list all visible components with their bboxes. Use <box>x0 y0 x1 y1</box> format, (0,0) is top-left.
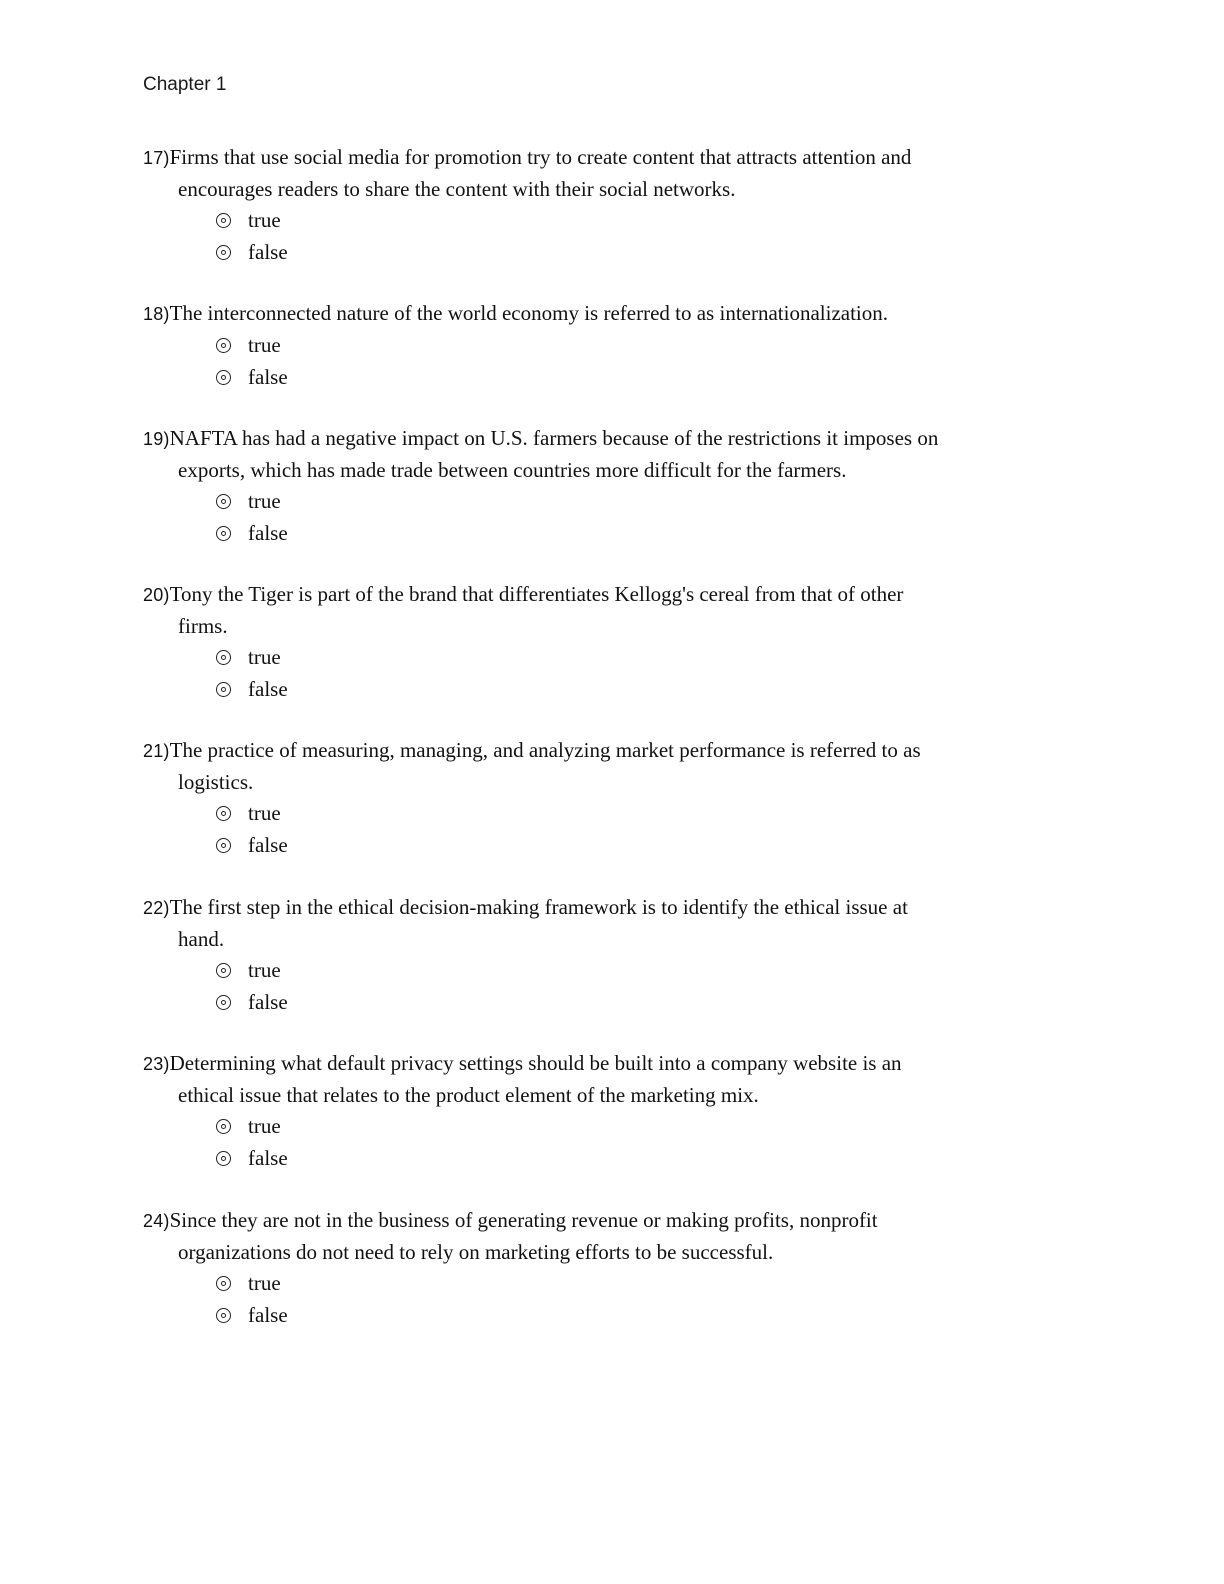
question-text-line <box>143 767 1073 798</box>
question-text: Since they are not in the business of generating revenue or making profits, nonprofit <box>169 1208 878 1232</box>
question-text-line <box>143 455 1073 486</box>
question-text: NAFTA has had a negative impact on U.S. farmers because of the restrictions it imposes on <box>169 426 939 450</box>
question-text: Firms that use social media for promotion try to create content that attracts attention and <box>169 145 912 169</box>
question-text-line <box>143 142 1073 174</box>
radio-button-icon[interactable] <box>216 1151 231 1166</box>
answer-option-label: false <box>248 520 288 545</box>
answer-option-true[interactable] <box>143 955 1073 987</box>
question-17 <box>143 142 1073 268</box>
answer-option-label: false <box>248 239 288 264</box>
answer-option-label: true <box>248 958 281 983</box>
radio-button-icon[interactable] <box>216 1119 231 1134</box>
answer-option-true[interactable] <box>143 1111 1073 1143</box>
question-text-line <box>143 298 1073 330</box>
answer-option-label: false <box>248 676 288 701</box>
question-text: exports, which has made trade between countries more difficult for the farmers. <box>178 458 847 482</box>
answer-option-label: true <box>248 801 281 826</box>
question-number: 19) <box>143 429 170 449</box>
radio-button-icon[interactable] <box>216 370 231 385</box>
answer-option-label: true <box>248 1271 281 1296</box>
question-text: The first step in the ethical decision-making framework is to identify the ethical issue at <box>169 895 908 919</box>
question-text-line <box>143 1048 1073 1080</box>
question-number: 17) <box>143 148 170 168</box>
radio-button-icon[interactable] <box>216 838 231 853</box>
question-text-line <box>143 611 1073 642</box>
question-text-line <box>143 1205 1073 1237</box>
radio-button-icon[interactable] <box>216 1308 231 1323</box>
answer-option-label: false <box>248 1145 288 1170</box>
radio-button-icon[interactable] <box>216 213 231 228</box>
question-text-line <box>143 892 1073 924</box>
question-text: The interconnected nature of the world economy is referred to as internationalization. <box>169 301 889 325</box>
question-text: firms. <box>178 614 228 638</box>
question-text: Tony the Tiger is part of the brand that differentiates Kellogg's cereal from that of other <box>169 582 904 606</box>
question-text-line <box>143 1080 1073 1111</box>
question-number: 24) <box>143 1211 170 1231</box>
question-text: logistics. <box>178 770 254 794</box>
answer-option-label: false <box>248 989 288 1014</box>
radio-button-icon[interactable] <box>216 1276 231 1291</box>
answer-option-label: true <box>248 1114 281 1139</box>
answer-option-false[interactable] <box>143 362 1073 394</box>
question-text: encourages readers to share the content with their social networks. <box>178 177 736 201</box>
answer-option-false[interactable] <box>143 518 1073 550</box>
question-18 <box>143 298 1073 393</box>
answer-option-label: true <box>248 645 281 670</box>
answer-option-false[interactable] <box>143 237 1073 269</box>
answer-option-false[interactable] <box>143 987 1073 1019</box>
answer-option-true[interactable] <box>143 330 1073 362</box>
radio-button-icon[interactable] <box>216 338 231 353</box>
radio-button-icon[interactable] <box>216 995 231 1010</box>
page-header: Chapter 1 <box>143 74 227 95</box>
question-text-line <box>143 579 1073 611</box>
answer-option-true[interactable] <box>143 642 1073 674</box>
question-23 <box>143 1048 1073 1174</box>
answer-option-label: false <box>248 364 288 389</box>
question-text: organizations do not need to rely on marketing efforts to be successful. <box>178 1240 774 1264</box>
question-text-line <box>143 1237 1073 1268</box>
question-number: 23) <box>143 1054 170 1074</box>
question-text: ethical issue that relates to the product element of the marketing mix. <box>178 1083 759 1107</box>
answer-option-label: true <box>248 489 281 514</box>
answer-option-false[interactable] <box>143 1143 1073 1175</box>
radio-button-icon[interactable] <box>216 526 231 541</box>
answer-option-label: false <box>248 832 288 857</box>
radio-button-icon[interactable] <box>216 963 231 978</box>
question-20 <box>143 579 1073 705</box>
radio-button-icon[interactable] <box>216 494 231 509</box>
answer-option-true[interactable] <box>143 798 1073 830</box>
question-text-line <box>143 735 1073 767</box>
question-text: The practice of measuring, managing, and analyzing market performance is referred to as <box>169 738 921 762</box>
answer-option-false[interactable] <box>143 830 1073 862</box>
answer-option-true[interactable] <box>143 486 1073 518</box>
question-text-line <box>143 174 1073 205</box>
question-text: Determining what default privacy settings should be built into a company website is an <box>169 1051 902 1075</box>
question-21 <box>143 735 1073 861</box>
answer-option-false[interactable] <box>143 674 1073 706</box>
answer-option-false[interactable] <box>143 1300 1073 1332</box>
question-text-line <box>143 924 1073 955</box>
radio-button-icon[interactable] <box>216 682 231 697</box>
question-number: 20) <box>143 585 170 605</box>
answer-option-label: true <box>248 208 281 233</box>
question-19 <box>143 423 1073 549</box>
answer-option-true[interactable] <box>143 1268 1073 1300</box>
question-number: 18) <box>143 304 170 324</box>
radio-button-icon[interactable] <box>216 245 231 260</box>
question-text-line <box>143 423 1073 455</box>
radio-button-icon[interactable] <box>216 650 231 665</box>
question-number: 22) <box>143 898 170 918</box>
question-number: 21) <box>143 741 170 761</box>
answer-option-label: false <box>248 1302 288 1327</box>
answer-option-label: true <box>248 333 281 358</box>
answer-option-true[interactable] <box>143 205 1073 237</box>
radio-button-icon[interactable] <box>216 806 231 821</box>
question-24 <box>143 1205 1073 1331</box>
question-text: hand. <box>178 927 225 951</box>
question-22 <box>143 892 1073 1018</box>
